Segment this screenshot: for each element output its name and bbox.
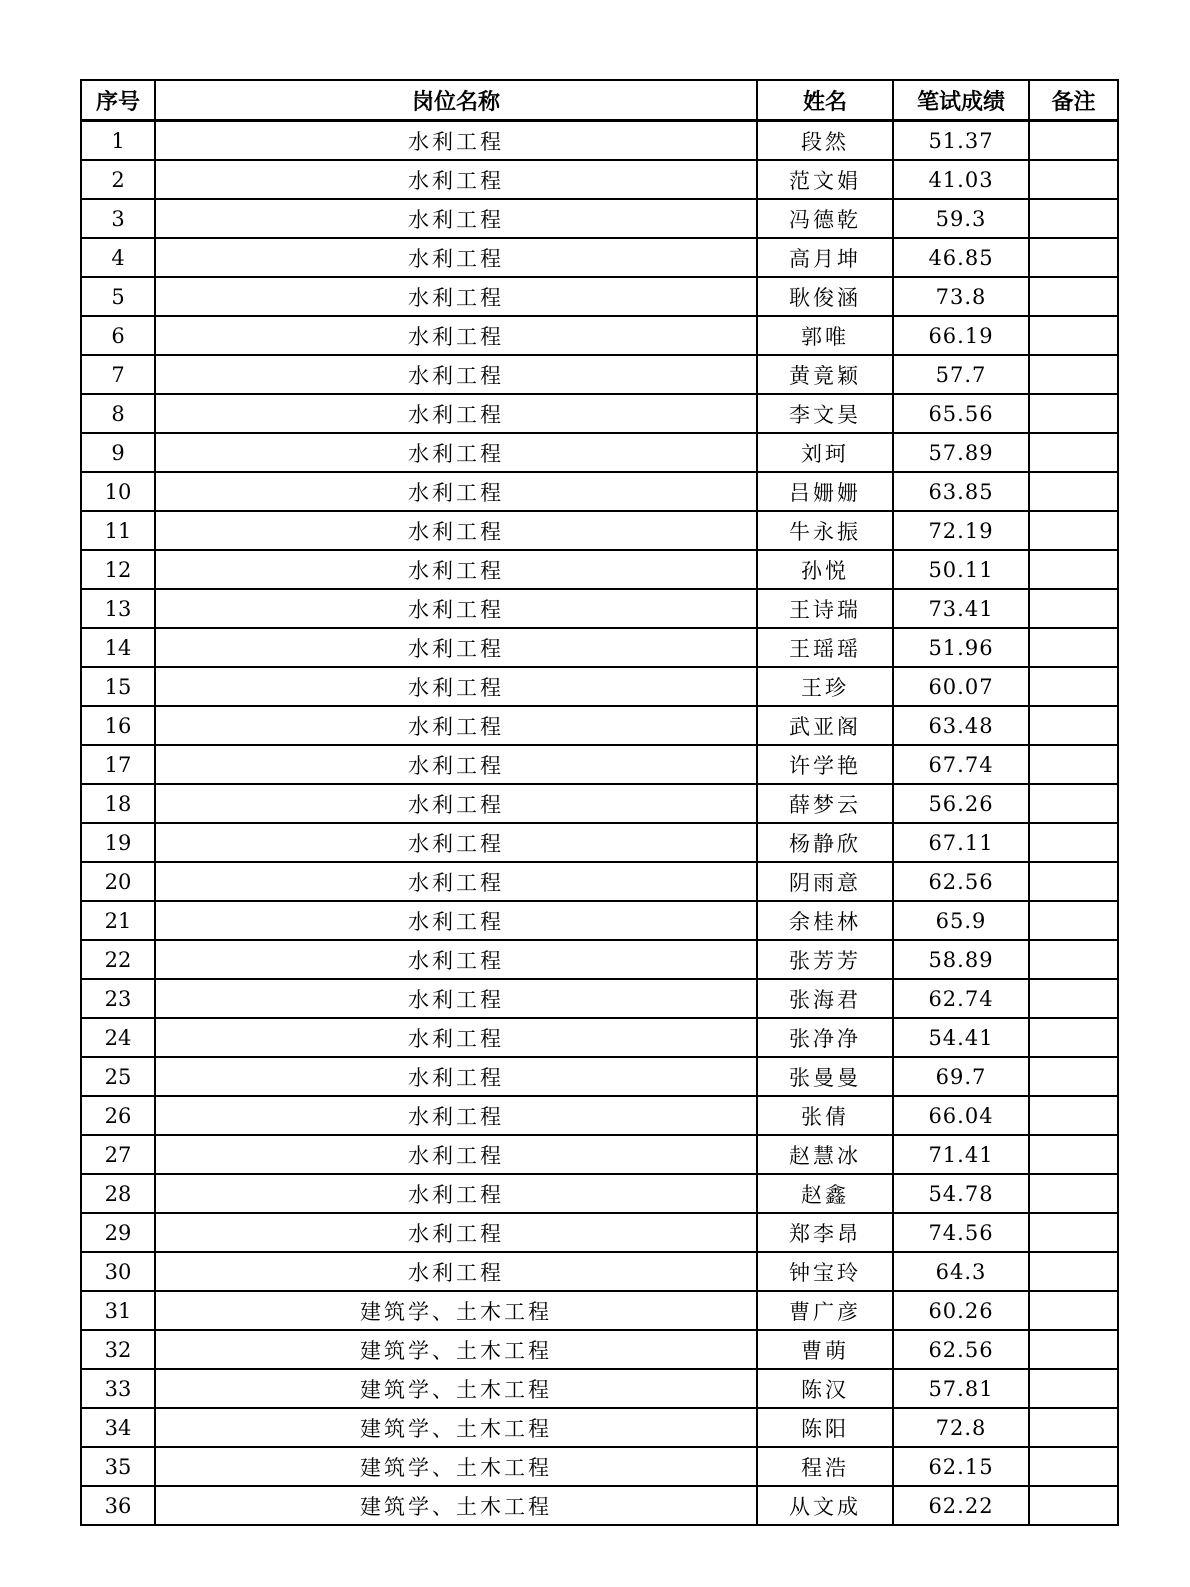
cell-seq: 4 xyxy=(81,238,155,277)
cell-score: 65.9 xyxy=(893,901,1029,940)
cell-post: 水利工程 xyxy=(155,277,757,316)
cell-score: 46.85 xyxy=(893,238,1029,277)
cell-score: 57.89 xyxy=(893,433,1029,472)
cell-note xyxy=(1029,745,1118,784)
cell-post: 水利工程 xyxy=(155,589,757,628)
cell-seq: 14 xyxy=(81,628,155,667)
cell-seq: 24 xyxy=(81,1018,155,1057)
cell-name: 张海君 xyxy=(757,979,893,1018)
cell-score: 74.56 xyxy=(893,1213,1029,1252)
cell-post: 水利工程 xyxy=(155,784,757,823)
table-row xyxy=(81,1447,1118,1486)
cell-name: 孙悦 xyxy=(757,550,893,589)
cell-name: 张芳芳 xyxy=(757,940,893,979)
cell-seq: 17 xyxy=(81,745,155,784)
cell-post: 水利工程 xyxy=(155,121,757,161)
cell-post: 水利工程 xyxy=(155,667,757,706)
cell-name: 从文成 xyxy=(757,1486,893,1525)
cell-score: 65.56 xyxy=(893,394,1029,433)
cell-post: 建筑学、土木工程 xyxy=(155,1291,757,1330)
cell-score: 54.78 xyxy=(893,1174,1029,1213)
table-row xyxy=(81,1057,1118,1096)
table-row xyxy=(81,862,1118,901)
cell-score: 58.89 xyxy=(893,940,1029,979)
cell-score: 50.11 xyxy=(893,550,1029,589)
cell-post: 水利工程 xyxy=(155,394,757,433)
cell-post: 水利工程 xyxy=(155,706,757,745)
table-row xyxy=(81,238,1118,277)
table-row xyxy=(81,199,1118,238)
cell-seq: 29 xyxy=(81,1213,155,1252)
cell-post: 水利工程 xyxy=(155,1174,757,1213)
table-row xyxy=(81,589,1118,628)
table-row xyxy=(81,784,1118,823)
cell-name: 郭唯 xyxy=(757,316,893,355)
cell-seq: 30 xyxy=(81,1252,155,1291)
table-row xyxy=(81,1252,1118,1291)
cell-name: 王珍 xyxy=(757,667,893,706)
table-row xyxy=(81,1096,1118,1135)
cell-seq: 28 xyxy=(81,1174,155,1213)
cell-name: 牛永振 xyxy=(757,511,893,550)
table-row xyxy=(81,979,1118,1018)
table-row xyxy=(81,1369,1118,1408)
table-row xyxy=(81,394,1118,433)
cell-post: 建筑学、土木工程 xyxy=(155,1330,757,1369)
table-row xyxy=(81,1213,1118,1252)
cell-name: 范文娟 xyxy=(757,160,893,199)
header-post: 岗位名称 xyxy=(155,80,757,121)
cell-seq: 26 xyxy=(81,1096,155,1135)
cell-post: 水利工程 xyxy=(155,901,757,940)
cell-score: 73.8 xyxy=(893,277,1029,316)
cell-post: 水利工程 xyxy=(155,550,757,589)
cell-score: 62.56 xyxy=(893,862,1029,901)
cell-score: 62.22 xyxy=(893,1486,1029,1525)
cell-note xyxy=(1029,940,1118,979)
cell-name: 赵慧冰 xyxy=(757,1135,893,1174)
table-row xyxy=(81,1408,1118,1447)
cell-name: 曹萌 xyxy=(757,1330,893,1369)
table-row xyxy=(81,1486,1118,1525)
cell-seq: 16 xyxy=(81,706,155,745)
cell-name: 张净净 xyxy=(757,1018,893,1057)
cell-note xyxy=(1029,355,1118,394)
table-row xyxy=(81,901,1118,940)
cell-name: 阴雨意 xyxy=(757,862,893,901)
cell-note xyxy=(1029,589,1118,628)
cell-post: 水利工程 xyxy=(155,979,757,1018)
cell-post: 水利工程 xyxy=(155,355,757,394)
cell-name: 薛梦云 xyxy=(757,784,893,823)
cell-note xyxy=(1029,784,1118,823)
cell-seq: 15 xyxy=(81,667,155,706)
cell-name: 郑李昂 xyxy=(757,1213,893,1252)
table-row xyxy=(81,745,1118,784)
cell-seq: 3 xyxy=(81,199,155,238)
cell-score: 57.7 xyxy=(893,355,1029,394)
cell-note xyxy=(1029,1447,1118,1486)
table-row xyxy=(81,160,1118,199)
cell-score: 62.74 xyxy=(893,979,1029,1018)
cell-post: 水利工程 xyxy=(155,1135,757,1174)
cell-name: 陈汉 xyxy=(757,1369,893,1408)
cell-seq: 6 xyxy=(81,316,155,355)
table-row xyxy=(81,706,1118,745)
cell-note xyxy=(1029,1330,1118,1369)
cell-score: 72.8 xyxy=(893,1408,1029,1447)
table-row xyxy=(81,1135,1118,1174)
cell-name: 王诗瑞 xyxy=(757,589,893,628)
cell-score: 51.96 xyxy=(893,628,1029,667)
cell-note xyxy=(1029,277,1118,316)
cell-seq: 35 xyxy=(81,1447,155,1486)
cell-post: 水利工程 xyxy=(155,238,757,277)
cell-note xyxy=(1029,316,1118,355)
cell-note xyxy=(1029,823,1118,862)
cell-post: 水利工程 xyxy=(155,1057,757,1096)
cell-seq: 12 xyxy=(81,550,155,589)
cell-score: 63.85 xyxy=(893,472,1029,511)
cell-score: 67.74 xyxy=(893,745,1029,784)
cell-post: 水利工程 xyxy=(155,1018,757,1057)
cell-score: 51.37 xyxy=(893,121,1029,161)
cell-note xyxy=(1029,1252,1118,1291)
cell-post: 水利工程 xyxy=(155,316,757,355)
cell-note xyxy=(1029,1057,1118,1096)
cell-note xyxy=(1029,1135,1118,1174)
cell-score: 73.41 xyxy=(893,589,1029,628)
cell-seq: 5 xyxy=(81,277,155,316)
cell-note xyxy=(1029,511,1118,550)
cell-score: 59.3 xyxy=(893,199,1029,238)
header-row xyxy=(81,80,1118,121)
table-row xyxy=(81,121,1118,161)
cell-note xyxy=(1029,1213,1118,1252)
cell-seq: 10 xyxy=(81,472,155,511)
cell-score: 60.26 xyxy=(893,1291,1029,1330)
cell-seq: 32 xyxy=(81,1330,155,1369)
cell-seq: 23 xyxy=(81,979,155,1018)
cell-name: 冯德乾 xyxy=(757,199,893,238)
cell-note xyxy=(1029,979,1118,1018)
cell-name: 段然 xyxy=(757,121,893,161)
cell-post: 水利工程 xyxy=(155,199,757,238)
cell-post: 水利工程 xyxy=(155,940,757,979)
table-row xyxy=(81,628,1118,667)
cell-seq: 18 xyxy=(81,784,155,823)
cell-post: 水利工程 xyxy=(155,472,757,511)
cell-note xyxy=(1029,628,1118,667)
cell-post: 建筑学、土木工程 xyxy=(155,1486,757,1525)
cell-name: 赵鑫 xyxy=(757,1174,893,1213)
table-row xyxy=(81,355,1118,394)
cell-post: 水利工程 xyxy=(155,628,757,667)
table-row xyxy=(81,433,1118,472)
cell-score: 57.81 xyxy=(893,1369,1029,1408)
cell-post: 水利工程 xyxy=(155,1096,757,1135)
cell-name: 张倩 xyxy=(757,1096,893,1135)
cell-name: 陈阳 xyxy=(757,1408,893,1447)
cell-note xyxy=(1029,1018,1118,1057)
cell-post: 水利工程 xyxy=(155,511,757,550)
cell-seq: 22 xyxy=(81,940,155,979)
cell-note xyxy=(1029,667,1118,706)
header-note: 备注 xyxy=(1029,80,1118,121)
cell-note xyxy=(1029,706,1118,745)
cell-name: 许学艳 xyxy=(757,745,893,784)
cell-name: 武亚阁 xyxy=(757,706,893,745)
table-row xyxy=(81,511,1118,550)
cell-post: 建筑学、土木工程 xyxy=(155,1369,757,1408)
cell-note xyxy=(1029,862,1118,901)
table-row xyxy=(81,277,1118,316)
cell-score: 66.19 xyxy=(893,316,1029,355)
cell-note xyxy=(1029,160,1118,199)
table-row xyxy=(81,940,1118,979)
cell-seq: 7 xyxy=(81,355,155,394)
table-row xyxy=(81,1330,1118,1369)
cell-post: 水利工程 xyxy=(155,1213,757,1252)
cell-note xyxy=(1029,394,1118,433)
table-header xyxy=(81,80,1118,121)
cell-score: 41.03 xyxy=(893,160,1029,199)
cell-post: 建筑学、土木工程 xyxy=(155,1447,757,1486)
cell-name: 王瑶瑶 xyxy=(757,628,893,667)
cell-score: 62.15 xyxy=(893,1447,1029,1486)
cell-score: 63.48 xyxy=(893,706,1029,745)
cell-post: 水利工程 xyxy=(155,745,757,784)
cell-post: 水利工程 xyxy=(155,862,757,901)
cell-post: 水利工程 xyxy=(155,433,757,472)
cell-score: 71.41 xyxy=(893,1135,1029,1174)
cell-post: 水利工程 xyxy=(155,160,757,199)
cell-seq: 13 xyxy=(81,589,155,628)
table-row xyxy=(81,550,1118,589)
cell-name: 程浩 xyxy=(757,1447,893,1486)
cell-note xyxy=(1029,1096,1118,1135)
cell-note xyxy=(1029,238,1118,277)
cell-note xyxy=(1029,121,1118,161)
cell-seq: 33 xyxy=(81,1369,155,1408)
header-score: 笔试成绩 xyxy=(893,80,1029,121)
cell-name: 钟宝玲 xyxy=(757,1252,893,1291)
cell-note xyxy=(1029,1174,1118,1213)
cell-seq: 34 xyxy=(81,1408,155,1447)
table-row xyxy=(81,823,1118,862)
cell-post: 水利工程 xyxy=(155,1252,757,1291)
cell-seq: 11 xyxy=(81,511,155,550)
cell-score: 64.3 xyxy=(893,1252,1029,1291)
cell-seq: 36 xyxy=(81,1486,155,1525)
cell-post: 建筑学、土木工程 xyxy=(155,1408,757,1447)
cell-score: 67.11 xyxy=(893,823,1029,862)
score-table xyxy=(80,79,1119,1526)
table-row xyxy=(81,1018,1118,1057)
cell-name: 刘珂 xyxy=(757,433,893,472)
cell-seq: 27 xyxy=(81,1135,155,1174)
cell-note xyxy=(1029,199,1118,238)
cell-name: 耿俊涵 xyxy=(757,277,893,316)
cell-score: 56.26 xyxy=(893,784,1029,823)
table-row xyxy=(81,667,1118,706)
cell-name: 吕姗姗 xyxy=(757,472,893,511)
header-seq: 序号 xyxy=(81,80,155,121)
cell-seq: 9 xyxy=(81,433,155,472)
cell-seq: 25 xyxy=(81,1057,155,1096)
cell-seq: 8 xyxy=(81,394,155,433)
cell-score: 72.19 xyxy=(893,511,1029,550)
cell-name: 高月坤 xyxy=(757,238,893,277)
cell-score: 66.04 xyxy=(893,1096,1029,1135)
table-row xyxy=(81,1174,1118,1213)
cell-note xyxy=(1029,901,1118,940)
cell-name: 曹广彦 xyxy=(757,1291,893,1330)
cell-seq: 20 xyxy=(81,862,155,901)
header-name: 姓名 xyxy=(757,80,893,121)
cell-seq: 21 xyxy=(81,901,155,940)
cell-seq: 19 xyxy=(81,823,155,862)
cell-name: 张曼曼 xyxy=(757,1057,893,1096)
cell-note xyxy=(1029,472,1118,511)
cell-score: 54.41 xyxy=(893,1018,1029,1057)
table-body xyxy=(81,121,1118,1526)
cell-name: 李文昊 xyxy=(757,394,893,433)
cell-note xyxy=(1029,1291,1118,1330)
cell-name: 黄竟颖 xyxy=(757,355,893,394)
cell-seq: 2 xyxy=(81,160,155,199)
cell-name: 余桂林 xyxy=(757,901,893,940)
cell-seq: 1 xyxy=(81,121,155,161)
cell-note xyxy=(1029,1408,1118,1447)
cell-note xyxy=(1029,1369,1118,1408)
table-row xyxy=(81,316,1118,355)
table-row xyxy=(81,472,1118,511)
cell-note xyxy=(1029,550,1118,589)
cell-score: 62.56 xyxy=(893,1330,1029,1369)
cell-post: 水利工程 xyxy=(155,823,757,862)
table-row xyxy=(81,1291,1118,1330)
cell-note xyxy=(1029,433,1118,472)
cell-name: 杨静欣 xyxy=(757,823,893,862)
cell-score: 69.7 xyxy=(893,1057,1029,1096)
cell-note xyxy=(1029,1486,1118,1525)
cell-score: 60.07 xyxy=(893,667,1029,706)
cell-seq: 31 xyxy=(81,1291,155,1330)
